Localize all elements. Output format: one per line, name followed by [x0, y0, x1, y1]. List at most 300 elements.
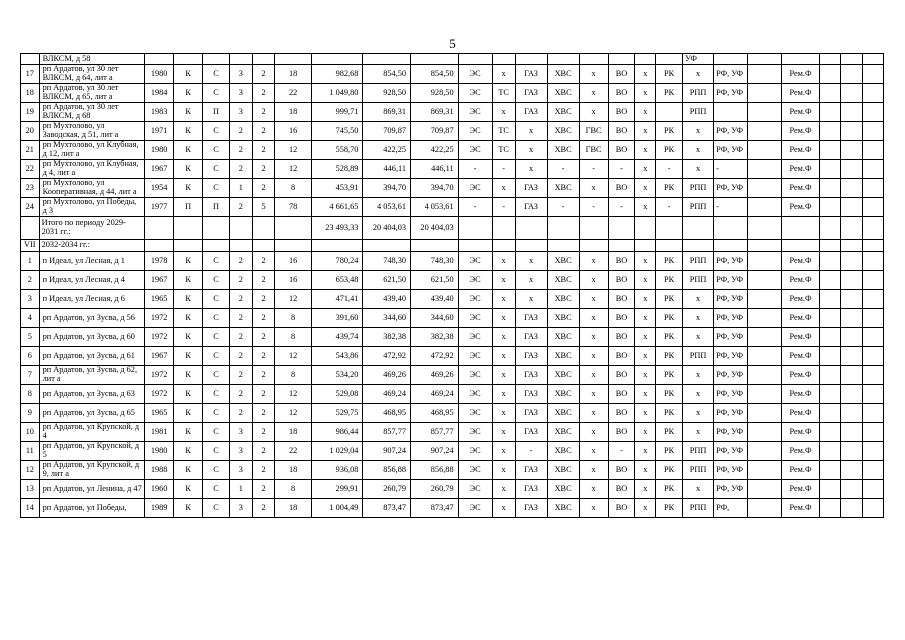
empty-cell: [863, 252, 884, 271]
empty-cell: [229, 240, 252, 252]
walls-cell: РФ, УФ: [714, 65, 748, 84]
n-cell: 14: [21, 499, 40, 518]
mat-cell: К: [174, 103, 203, 122]
repair-cell: Рем.Ф: [782, 366, 819, 385]
vo-cell: ВО: [608, 122, 635, 141]
type-cell: С: [203, 366, 230, 385]
empty-cell: [819, 290, 841, 309]
a3-cell: 856,88: [411, 461, 459, 480]
address-cell: рп Ардатов, ул Крупской, д 4: [39, 423, 145, 442]
table-row: [21, 480, 884, 499]
type-cell: С: [203, 271, 230, 290]
gvs-cell: -: [579, 160, 608, 179]
empty-cell: [863, 103, 884, 122]
rpp-cell: х: [683, 65, 714, 84]
walls-cell: РФ, УФ: [714, 122, 748, 141]
gvs-cell: х: [579, 366, 608, 385]
empty-cell: [174, 217, 203, 240]
empty-cell: [608, 217, 635, 240]
ts-cell: ТС: [492, 122, 515, 141]
apts-cell: 8: [275, 309, 311, 328]
rk-cell: РК: [656, 328, 683, 347]
gvs-cell: х: [579, 84, 608, 103]
empty-cell: [819, 122, 841, 141]
type-cell: С: [203, 461, 230, 480]
apts-cell: 16: [275, 271, 311, 290]
empty-cell: [819, 198, 841, 217]
gvs-cell: х: [579, 103, 608, 122]
mat-cell: К: [174, 347, 203, 366]
table-row: [21, 385, 884, 404]
mat-cell: К: [174, 309, 203, 328]
a3-cell: 260,79: [411, 480, 459, 499]
empty-cell: [841, 84, 863, 103]
mat-cell: К: [174, 179, 203, 198]
table-row: [21, 328, 884, 347]
gvs-cell: -: [579, 198, 608, 217]
empty-cell: [841, 103, 863, 122]
table-row: [21, 160, 884, 179]
n-cell: 6: [21, 347, 40, 366]
es-cell: ЭС: [458, 423, 492, 442]
hvs-cell: ХВС: [547, 103, 579, 122]
gvs-cell: х: [579, 65, 608, 84]
repair-cell: Рем.Ф: [782, 122, 819, 141]
rk-cell: -: [656, 160, 683, 179]
year-cell: 1977: [145, 198, 174, 217]
repair-cell: Рем.Ф: [782, 198, 819, 217]
a3-cell: 344,60: [411, 309, 459, 328]
repair-cell: Рем.Ф: [782, 290, 819, 309]
n-cell: 1: [21, 252, 40, 271]
empty-cell: [203, 240, 230, 252]
ts-cell: х: [492, 366, 515, 385]
rk-cell: РК: [656, 252, 683, 271]
gvs-cell: х: [579, 480, 608, 499]
es-cell: -: [458, 160, 492, 179]
a2-cell: 468,95: [363, 404, 411, 423]
mat-cell: К: [174, 122, 203, 141]
ts-cell: -: [492, 198, 515, 217]
n-cell: 7: [21, 366, 40, 385]
empty-cell: [863, 480, 884, 499]
empty-cell: [841, 328, 863, 347]
type-cell: С: [203, 179, 230, 198]
rk-cell: РК: [656, 442, 683, 461]
floors-cell: 2: [229, 252, 252, 271]
es-cell: ЭС: [458, 290, 492, 309]
rk-cell: РК: [656, 423, 683, 442]
a1-cell: 453,91: [311, 179, 363, 198]
gas-cell: ГАЗ: [515, 423, 547, 442]
x2-cell: х: [635, 141, 656, 160]
gvs-cell: х: [579, 404, 608, 423]
gvs-cell: х: [579, 328, 608, 347]
empty-cell: [863, 499, 884, 518]
empty-cell: [748, 271, 782, 290]
empty-cell: [863, 328, 884, 347]
a1-cell: 936,08: [311, 461, 363, 480]
address-cell: рп Мухтолово, ул Победы, д 3: [39, 198, 145, 217]
repair-cell: Рем.Ф: [782, 160, 819, 179]
empty-cell: [863, 366, 884, 385]
apts-cell: 22: [275, 442, 311, 461]
apts-cell: 16: [275, 252, 311, 271]
rpp-cell: х: [683, 328, 714, 347]
mat-cell: К: [174, 480, 203, 499]
rk-cell: РК: [656, 122, 683, 141]
total-a3: 20 404,03: [411, 217, 459, 240]
table-row: [21, 366, 884, 385]
mat-cell: К: [174, 423, 203, 442]
empty-cell: [841, 442, 863, 461]
empty-cell: [819, 271, 841, 290]
walls-cell: РФ, УФ: [714, 404, 748, 423]
x2-cell: х: [635, 404, 656, 423]
empty-cell: [656, 240, 683, 252]
repair-cell: Рем.Ф: [782, 103, 819, 122]
empty-cell: [863, 309, 884, 328]
walls-cell: РФ, УФ: [714, 366, 748, 385]
empty-cell: [819, 404, 841, 423]
apts-cell: 18: [275, 65, 311, 84]
empty-cell: [841, 423, 863, 442]
hvs-cell: ХВС: [547, 442, 579, 461]
housing-table: [20, 53, 884, 518]
mat-cell: П: [174, 198, 203, 217]
a3-cell: 873,47: [411, 499, 459, 518]
ts-cell: х: [492, 65, 515, 84]
a1-cell: 543,86: [311, 347, 363, 366]
ts-cell: х: [492, 442, 515, 461]
empty-cell: [579, 217, 608, 240]
type-cell: С: [203, 65, 230, 84]
year-cell: 1965: [145, 290, 174, 309]
rk-cell: РК: [656, 65, 683, 84]
a3-cell: 709,87: [411, 122, 459, 141]
a1-cell: 1 004,49: [311, 499, 363, 518]
x2-cell: х: [635, 309, 656, 328]
es-cell: ЭС: [458, 252, 492, 271]
gas-cell: ГАЗ: [515, 84, 547, 103]
address-cell: рп Ардатов, ул Победы,: [39, 499, 145, 518]
empty-cell: [174, 240, 203, 252]
x2-cell: х: [635, 499, 656, 518]
ent-cell: 2: [252, 65, 275, 84]
n-cell: 10: [21, 423, 40, 442]
walls-cell: РФ, УФ: [714, 252, 748, 271]
empty-cell: [145, 240, 174, 252]
empty-cell: [819, 480, 841, 499]
empty-cell: [863, 240, 884, 252]
floors-cell: 1: [229, 179, 252, 198]
address-cell: рп Мухтолово, ул Кооперативная, д 44, лит а: [39, 179, 145, 198]
address-cell: рп Ардатов, ул 30 лет ВЛКСМ, д 68: [39, 103, 145, 122]
table-row: [21, 404, 884, 423]
es-cell: ЭС: [458, 122, 492, 141]
a2-cell: 469,26: [363, 366, 411, 385]
repair-cell: Рем.Ф: [782, 328, 819, 347]
a3-cell: 928,50: [411, 84, 459, 103]
empty-cell: [819, 141, 841, 160]
es-cell: ЭС: [458, 480, 492, 499]
gvs-cell: х: [579, 442, 608, 461]
empty-cell: [547, 217, 579, 240]
year-cell: 1972: [145, 385, 174, 404]
type-cell: С: [203, 160, 230, 179]
gas-cell: ГАЗ: [515, 179, 547, 198]
a3-cell: 907,24: [411, 442, 459, 461]
hvs-cell: -: [547, 160, 579, 179]
es-cell: ЭС: [458, 461, 492, 480]
vo-cell: -: [608, 160, 635, 179]
rk-cell: РК: [656, 366, 683, 385]
n-cell: 19: [21, 103, 40, 122]
gas-cell: ГАЗ: [515, 480, 547, 499]
x2-cell: х: [635, 480, 656, 499]
type-cell: С: [203, 404, 230, 423]
empty-cell: [748, 461, 782, 480]
repair-cell: Рем.Ф: [782, 141, 819, 160]
rk-cell: РК: [656, 385, 683, 404]
empty-cell: [863, 141, 884, 160]
ent-cell: 2: [252, 160, 275, 179]
gas-cell: ГАЗ: [515, 309, 547, 328]
vo-cell: ВО: [608, 271, 635, 290]
type-cell: С: [203, 347, 230, 366]
ts-cell: х: [492, 103, 515, 122]
table-row: [21, 54, 884, 65]
rk-cell: РК: [656, 404, 683, 423]
gvs-cell: ГВС: [579, 141, 608, 160]
a2-cell: 422,25: [363, 141, 411, 160]
ts-cell: х: [492, 290, 515, 309]
es-cell: ЭС: [458, 347, 492, 366]
apts-cell: 78: [275, 198, 311, 217]
a1-cell: 529,75: [311, 404, 363, 423]
vo-cell: ВО: [608, 366, 635, 385]
empty-cell: [275, 240, 311, 252]
empty-cell: [748, 366, 782, 385]
total-a1: 23 493,33: [311, 217, 363, 240]
gas-cell: ГАЗ: [515, 347, 547, 366]
empty-cell: [515, 217, 547, 240]
a3-cell: 869,31: [411, 103, 459, 122]
rk-cell: РК: [656, 271, 683, 290]
ts-cell: -: [492, 160, 515, 179]
vo-cell: -: [608, 198, 635, 217]
rk-cell: [656, 103, 683, 122]
address-cell: рп Ардатов, ул Зусва, д 60: [39, 328, 145, 347]
rpp-cell: х: [683, 404, 714, 423]
repair-cell: Рем.Ф: [782, 423, 819, 442]
empty-cell: [579, 240, 608, 252]
floors-cell: 2: [229, 198, 252, 217]
mat-cell: К: [174, 160, 203, 179]
type-cell: С: [203, 442, 230, 461]
hvs-cell: ХВС: [547, 179, 579, 198]
year-cell: 1971: [145, 122, 174, 141]
floors-cell: 2: [229, 290, 252, 309]
gas-cell: х: [515, 252, 547, 271]
type-cell: П: [203, 103, 230, 122]
x2-cell: х: [635, 271, 656, 290]
gas-cell: х: [515, 290, 547, 309]
a1-cell: 982,68: [311, 65, 363, 84]
total-row: [21, 217, 884, 240]
empty-cell: [841, 179, 863, 198]
x2-cell: х: [635, 461, 656, 480]
hvs-cell: ХВС: [547, 499, 579, 518]
n-cell: 5: [21, 328, 40, 347]
empty-cell: [748, 65, 782, 84]
gvs-cell: х: [579, 385, 608, 404]
x2-cell: х: [635, 347, 656, 366]
empty-cell: [841, 461, 863, 480]
a1-cell: 391,60: [311, 309, 363, 328]
repair-cell: Рем.Ф: [782, 347, 819, 366]
empty-cell: [748, 198, 782, 217]
apts-cell: 12: [275, 347, 311, 366]
empty-cell: [863, 347, 884, 366]
year-cell: 1954: [145, 179, 174, 198]
apts-cell: 12: [275, 141, 311, 160]
mat-cell: К: [174, 65, 203, 84]
x2-cell: х: [635, 179, 656, 198]
year-cell: 1972: [145, 309, 174, 328]
ts-cell: х: [492, 179, 515, 198]
table-row: [21, 309, 884, 328]
rpp-cell: х: [683, 290, 714, 309]
empty-cell: [841, 271, 863, 290]
floors-cell: 1: [229, 480, 252, 499]
hvs-cell: ХВС: [547, 309, 579, 328]
apts-cell: 8: [275, 480, 311, 499]
hvs-cell: ХВС: [547, 252, 579, 271]
n-cell: 21: [21, 141, 40, 160]
walls-cell: [714, 103, 748, 122]
a1-cell: 780,24: [311, 252, 363, 271]
a3-cell: 422,25: [411, 141, 459, 160]
x2-cell: х: [635, 198, 656, 217]
ts-cell: х: [492, 499, 515, 518]
walls-cell: УФ: [683, 54, 714, 65]
empty-cell: [515, 240, 547, 252]
x2-cell: х: [635, 103, 656, 122]
rk-cell: -: [656, 198, 683, 217]
walls-cell: -: [714, 160, 748, 179]
rk-cell: РК: [656, 347, 683, 366]
empty-cell: [819, 160, 841, 179]
empty-cell: [819, 442, 841, 461]
table-row: [21, 122, 884, 141]
empty-cell: [841, 217, 863, 240]
rpp-cell: РПП: [683, 271, 714, 290]
rpp-cell: х: [683, 160, 714, 179]
apts-cell: 16: [275, 122, 311, 141]
hvs-cell: ХВС: [547, 461, 579, 480]
empty-cell: [748, 480, 782, 499]
type-cell: С: [203, 423, 230, 442]
ent-cell: 2: [252, 122, 275, 141]
gas-cell: х: [515, 271, 547, 290]
empty-cell: [748, 103, 782, 122]
a1-cell: 999,71: [311, 103, 363, 122]
empty-cell: [863, 423, 884, 442]
gvs-cell: х: [579, 252, 608, 271]
ts-cell: ТС: [492, 141, 515, 160]
a3-cell: 621,50: [411, 271, 459, 290]
repair-cell: Рем.Ф: [782, 499, 819, 518]
empty-cell: [782, 240, 819, 252]
type-cell: П: [203, 198, 230, 217]
empty-cell: [863, 404, 884, 423]
address-cell: рп Мухтолово, ул Клубная, д 12, лит а: [39, 141, 145, 160]
hvs-cell: ХВС: [547, 480, 579, 499]
gas-cell: -: [515, 442, 547, 461]
rpp-cell: РПП: [683, 84, 714, 103]
a2-cell: 472,92: [363, 347, 411, 366]
table-body: [21, 54, 884, 518]
empty-cell: [252, 217, 275, 240]
a1-cell: 1 029,04: [311, 442, 363, 461]
a3-cell: 382,38: [411, 328, 459, 347]
a1-cell: 528,89: [311, 160, 363, 179]
empty-cell: [863, 271, 884, 290]
a1-cell: 745,50: [311, 122, 363, 141]
year-cell: 1981: [145, 423, 174, 442]
repair-cell: Рем.Ф: [782, 252, 819, 271]
empty-cell: [841, 480, 863, 499]
empty-cell: [863, 461, 884, 480]
gas-cell: ГАЗ: [515, 404, 547, 423]
es-cell: ЭС: [458, 65, 492, 84]
empty-cell: [635, 240, 656, 252]
empty-cell: [819, 423, 841, 442]
rpp-cell: РПП: [683, 198, 714, 217]
rk-cell: РК: [656, 499, 683, 518]
repair-cell: Рем.Ф: [782, 65, 819, 84]
ts-cell: х: [492, 347, 515, 366]
n-cell: 20: [21, 122, 40, 141]
rk-cell: РК: [656, 461, 683, 480]
empty-cell: [748, 328, 782, 347]
empty-cell: [863, 442, 884, 461]
empty-cell: [683, 217, 714, 240]
vo-cell: ВО: [608, 141, 635, 160]
empty-cell: [863, 290, 884, 309]
gas-cell: ГАЗ: [515, 328, 547, 347]
page-number: 5: [449, 36, 456, 51]
rpp-cell: х: [683, 423, 714, 442]
a2-cell: 907,24: [363, 442, 411, 461]
year-cell: 1980: [145, 65, 174, 84]
empty-cell: [656, 217, 683, 240]
n-cell: 4: [21, 309, 40, 328]
es-cell: ЭС: [458, 271, 492, 290]
rpp-cell: х: [683, 122, 714, 141]
address-cell: рп Мухтолово, ул Заводская, д 51, лит а: [39, 122, 145, 141]
empty-cell: [492, 240, 515, 252]
walls-cell: РФ, УФ: [714, 179, 748, 198]
repair-cell: Рем.Ф: [782, 480, 819, 499]
table-row: [21, 499, 884, 518]
year-cell: 1988: [145, 461, 174, 480]
a2-cell: 439,40: [363, 290, 411, 309]
empty-cell: [819, 217, 841, 240]
floors-cell: 2: [229, 328, 252, 347]
a2-cell: 869,31: [363, 103, 411, 122]
